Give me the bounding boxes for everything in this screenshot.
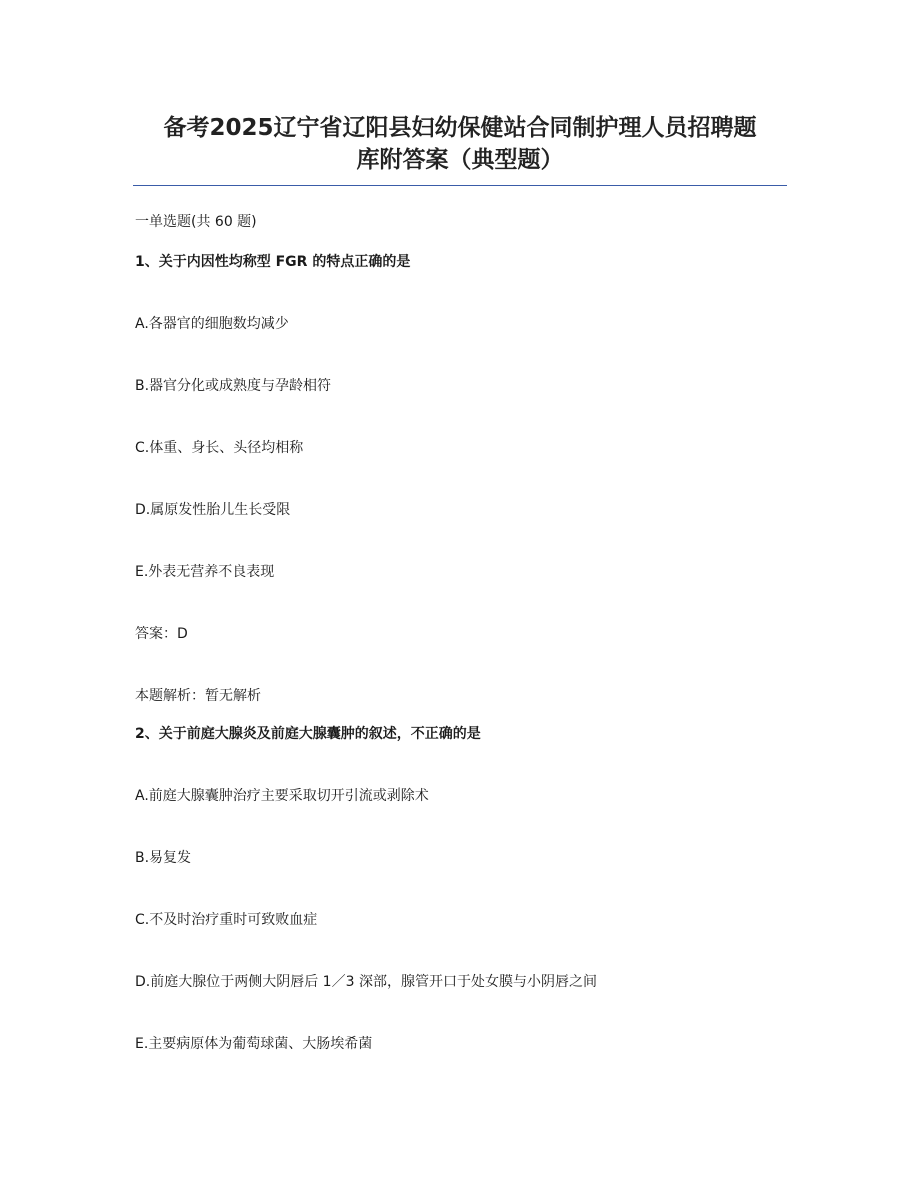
question-1-option-b: B.器官分化或成熟度与孕龄相符 (135, 378, 332, 394)
question-1-option-a: A.各器官的细胞数均减少 (135, 316, 289, 332)
question-1-explanation: 本题解析：暂无解析 (135, 688, 261, 704)
question-1-option-c: C.体重、身长、头径均相称 (135, 440, 304, 456)
title-divider (133, 185, 787, 186)
question-2-option-a: A.前庭大腺囊肿治疗主要采取切开引流或剥除术 (135, 788, 429, 804)
title-line-2: 库附答案（典型题） (356, 147, 564, 173)
question-1-answer: 答案：D (135, 626, 188, 642)
question-2-stem: 2、关于前庭大腺炎及前庭大腺囊肿的叙述，不正确的是 (135, 726, 481, 742)
document-title (110, 112, 810, 176)
question-2-option-b: B.易复发 (135, 850, 192, 866)
title-line-1: 备考2025辽宁省辽阳县妇幼保健站合同制护理人员招聘题 (163, 115, 757, 141)
question-1-option-e: E.外表无营养不良表现 (135, 564, 275, 580)
question-2-option-c: C.不及时治疗重时可致败血症 (135, 912, 318, 928)
section-heading: 一单选题(共 60 题) (135, 214, 257, 230)
question-1-stem: 1、关于内因性均称型 FGR 的特点正确的是 (135, 254, 411, 270)
question-2-option-e: E.主要病原体为葡萄球菌、大肠埃希菌 (135, 1036, 373, 1052)
question-1-option-d: D.属原发性胎儿生长受限 (135, 502, 291, 518)
question-2-option-d: D.前庭大腺位于两侧大阴唇后 1／3 深部，腺管开口于处女膜与小阴唇之间 (135, 974, 597, 990)
